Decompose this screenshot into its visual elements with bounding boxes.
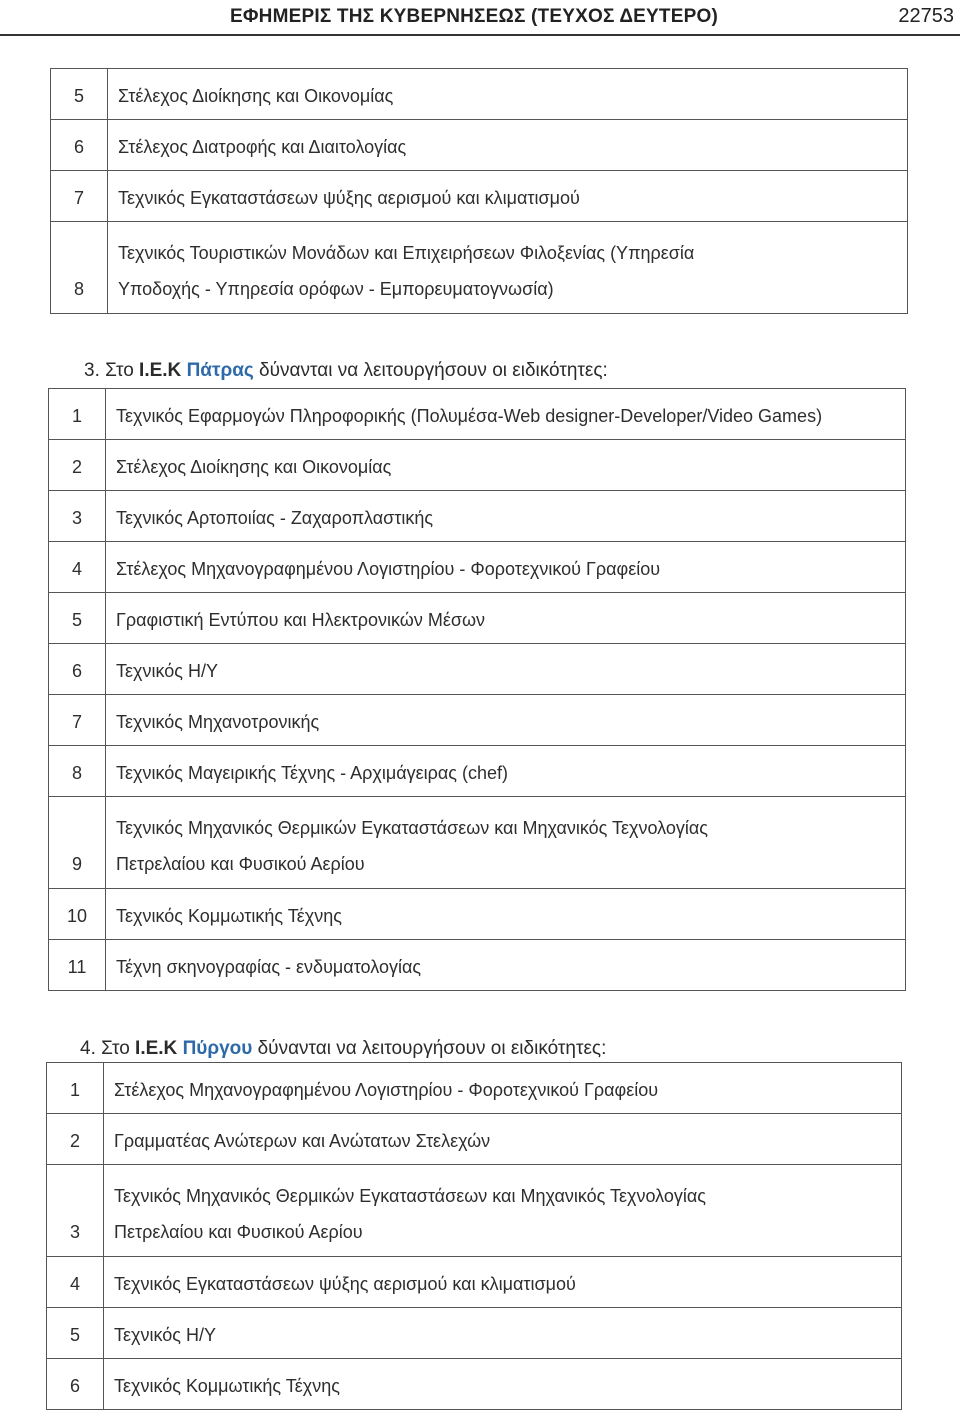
page-header (0, 0, 960, 36)
specialty-name: Γραμματέας Ανώτερων και Ανώτατων Στελεχών (114, 1131, 491, 1151)
specialty-name: Γραφιστική Εντύπου και Ηλεκτρονικών Μέσων (116, 610, 486, 630)
specialty-name: Στέλεχος Διοίκησης και Οικονομίας (118, 86, 394, 106)
row-number-text: 2 (71, 457, 82, 477)
row-number-text: 4 (69, 1274, 80, 1294)
row-number (49, 542, 106, 593)
row-number (47, 1063, 104, 1114)
specialty-name: Τεχνικός Κομμωτικής Τέχνης (114, 1376, 340, 1396)
table-row (49, 746, 906, 797)
specialty-cell (106, 542, 906, 593)
specialty-name: Στέλεχος Μηχανογραφημένου Λογιστηρίου - Φοροτεχνικού Γραφείου (116, 559, 661, 579)
row-number (49, 940, 106, 991)
table-row (49, 940, 906, 991)
section-4-city: Πύργου (182, 1038, 253, 1059)
table-row (49, 542, 906, 593)
section-4-prefix: 4. Στο (80, 1038, 136, 1059)
specialty-cell (104, 1308, 902, 1359)
table-row (47, 1257, 902, 1308)
specialty-name: Υποδοχής - Υπηρεσία ορόφων - Εμπορευματογνωσία) (118, 279, 554, 299)
specialty-cell (108, 222, 908, 314)
table-row (49, 644, 906, 695)
row-number-text: 6 (71, 661, 82, 681)
row-number-text: 5 (73, 86, 84, 106)
table-row (49, 389, 906, 440)
row-number (47, 1308, 104, 1359)
row-number-text: 1 (71, 406, 82, 426)
specialty-cell (104, 1114, 902, 1165)
section-3-iek: Ι.Ε.Κ (139, 360, 182, 381)
specialty-cell (108, 69, 908, 120)
section-3-city: Πάτρας (186, 360, 254, 381)
section-4-iek: Ι.Ε.Κ (135, 1038, 178, 1059)
table-row (51, 222, 908, 314)
table-row (51, 171, 908, 222)
specialty-cell (106, 940, 906, 991)
row-number-text: 7 (71, 712, 82, 732)
row-number (49, 593, 106, 644)
table-row (49, 695, 906, 746)
table-row (47, 1063, 902, 1114)
section-3-heading (84, 360, 608, 382)
specialty-name: Τεχνικός Αρτοποιίας - Ζαχαροπλαστικής (116, 508, 434, 528)
specialties-table-patras (48, 388, 906, 991)
row-number (47, 1165, 104, 1257)
row-number-text: 10 (66, 906, 88, 926)
specialty-cell (104, 1063, 902, 1114)
specialty-name: Τεχνικός Η/Υ (114, 1325, 216, 1345)
specialty-cell (106, 644, 906, 695)
row-number-text: 7 (73, 188, 84, 208)
row-number (49, 389, 106, 440)
specialty-name: Τεχνικός Εγκαταστάσεων ψύξης αερισμού και κλιματισμού (114, 1274, 576, 1294)
row-number (47, 1359, 104, 1410)
specialty-cell (106, 797, 906, 889)
row-number (51, 222, 108, 314)
specialty-cell (106, 746, 906, 797)
row-number (49, 491, 106, 542)
specialty-name: Τεχνικός Μηχανικός Θερμικών Εγκαταστάσεων και Μηχανικός Τεχνολογίας (114, 1186, 706, 1206)
row-number-text: 8 (71, 763, 82, 783)
specialty-cell (106, 491, 906, 542)
section-3-prefix: 3. Στο (84, 360, 140, 381)
specialty-name: Τεχνικός Εγκαταστάσεων ψύξης αερισμού και κλιματισμού (118, 188, 580, 208)
table-row (47, 1359, 902, 1410)
specialty-cell (106, 593, 906, 644)
specialties-table-continued (50, 68, 908, 314)
row-number (49, 889, 106, 940)
row-number-text: 5 (69, 1325, 80, 1345)
specialty-cell (104, 1359, 902, 1410)
specialty-name: Τεχνικός Κομμωτικής Τέχνης (116, 906, 342, 926)
specialty-name: Τεχνικός Εφαρμογών Πληροφορικής (Πολυμέσα-Web designer-Developer/Video Games) (116, 406, 823, 426)
section-3-suffix: δύνανται να λειτουργήσουν οι ειδικότητες: (253, 360, 608, 381)
row-number-text: 11 (67, 957, 87, 977)
specialty-name: Τεχνικός Μηχανικός Θερμικών Εγκαταστάσεων και Μηχανικός Τεχνολογίας (116, 818, 708, 838)
specialty-cell (106, 389, 906, 440)
row-number-text: 4 (71, 559, 82, 579)
row-number (51, 120, 108, 171)
row-number (47, 1257, 104, 1308)
specialty-cell (106, 889, 906, 940)
row-number (49, 695, 106, 746)
row-number-text: 6 (73, 137, 84, 157)
table-row (47, 1308, 902, 1359)
specialties-table-pyrgos (46, 1062, 902, 1410)
specialty-cell (108, 120, 908, 171)
page-number: 22753 (898, 5, 954, 27)
table-row (49, 889, 906, 940)
row-number-text: 6 (69, 1376, 80, 1396)
row-number-text: 8 (73, 279, 84, 299)
row-number-text: 3 (71, 508, 82, 528)
section-4-suffix: δύνανται να λειτουργήσουν οι ειδικότητες: (252, 1038, 607, 1059)
specialty-name: Τεχνικός Η/Υ (116, 661, 218, 681)
row-number-text: 3 (69, 1222, 80, 1242)
specialty-cell (106, 695, 906, 746)
section-4-heading (80, 1038, 606, 1060)
specialty-name: Τεχνικός Τουριστικών Μονάδων και Επιχειρήσεων Φιλοξενίας (Υπηρεσία (118, 243, 695, 263)
gazette-title: ΕΦΗΜΕΡΙΣ ΤΗΣ ΚΥΒΕΡΝΗΣΕΩΣ (ΤΕΥΧΟΣ ΔΕΥΤΕΡΟ) (230, 6, 718, 27)
table-row (51, 120, 908, 171)
table-row (49, 797, 906, 889)
row-number (49, 746, 106, 797)
table-row (49, 593, 906, 644)
table-row (49, 440, 906, 491)
specialty-cell (104, 1165, 902, 1257)
row-number (49, 440, 106, 491)
row-number (49, 644, 106, 695)
specialty-name: Πετρελαίου και Φυσικού Αερίου (116, 854, 365, 874)
row-number-text: 1 (69, 1080, 80, 1100)
table-row (47, 1114, 902, 1165)
specialty-cell (106, 440, 906, 491)
specialty-cell (104, 1257, 902, 1308)
table-row (49, 491, 906, 542)
row-number-text: 5 (71, 610, 82, 630)
specialty-name: Τεχνικός Μαγειρικής Τέχνης - Αρχιμάγειρας (chef) (116, 763, 508, 783)
specialty-name: Πετρελαίου και Φυσικού Αερίου (114, 1222, 363, 1242)
specialty-name: Στέλεχος Διοίκησης και Οικονομίας (116, 457, 392, 477)
specialty-name: Στέλεχος Μηχανογραφημένου Λογιστηρίου - Φοροτεχνικού Γραφείου (114, 1080, 659, 1100)
row-number-text: 2 (69, 1131, 80, 1151)
row-number (51, 69, 108, 120)
specialty-name: Τεχνικός Μηχανοτρονικής (116, 712, 320, 732)
specialty-name: Στέλεχος Διατροφής και Διαιτολογίας (118, 137, 407, 157)
table-row (51, 69, 908, 120)
row-number (47, 1114, 104, 1165)
specialty-name: Τέχνη σκηνογραφίας - ενδυματολογίας (116, 957, 422, 977)
specialty-cell (108, 171, 908, 222)
row-number (49, 797, 106, 889)
row-number-text: 9 (71, 854, 82, 874)
row-number (51, 171, 108, 222)
table-row (47, 1165, 902, 1257)
